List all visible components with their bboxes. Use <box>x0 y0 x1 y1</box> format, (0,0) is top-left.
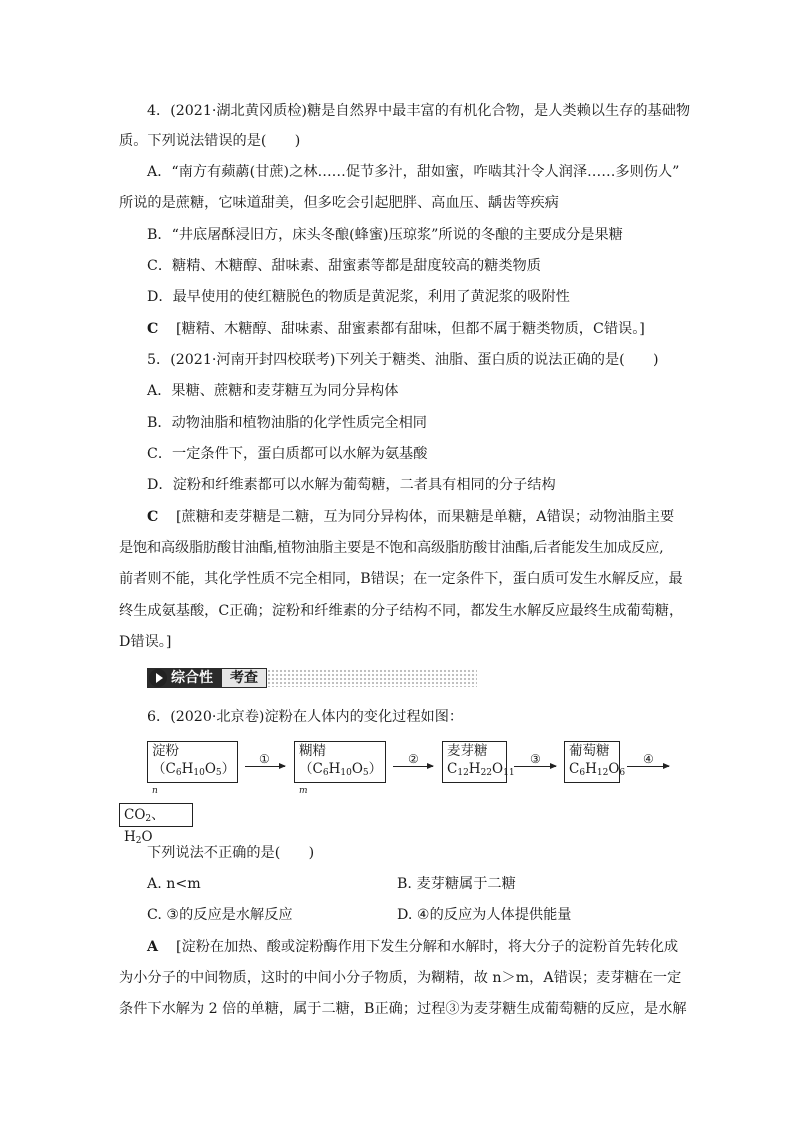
q5-option-b: B．动物油脂和植物油脂的化学性质完全相同 <box>147 415 427 431</box>
play-icon <box>149 669 167 687</box>
flow-arrow-1 <box>245 766 285 767</box>
q6-answer-letter: A <box>147 939 159 955</box>
q6-option-d: D. ④的反应为人体提供能量 <box>397 907 572 923</box>
banner-label-secondary: 考查 <box>221 668 267 688</box>
q4-option-c: C．糖精、木糖醇、甜味素、甜蜜素等都是甜度较高的糖类物质 <box>147 258 541 274</box>
q5-answer-line4: 终生成氨基酸，C正确；淀粉和纤维素的分子结构不同，都发生水解反应最终生成葡萄糖， <box>119 603 684 619</box>
flow-box-dextrin-name: 糊精 <box>299 743 326 759</box>
flow-box-starch <box>147 741 238 796</box>
flow-box-maltose-formula: $C_{12}H_{22}O_{11}$ <box>447 761 515 778</box>
q5-answer-letter: C <box>147 509 159 525</box>
flow-box-maltose-name: 麦芽糖 <box>447 743 488 759</box>
flow-arrow-3 <box>514 766 556 767</box>
flow-box-starch-name: 淀粉 <box>152 743 179 759</box>
q6-answer-line1: [淀粉在加热、酸或淀粉酶作用下发生分解和水解时，将大分子的淀粉首先转化成 <box>176 939 679 955</box>
flow-arrow-2-label: ② <box>408 752 419 766</box>
flow-arrow-2 <box>393 766 433 767</box>
flow-arrow-3-label: ③ <box>530 752 541 766</box>
q6-answer-line3: 条件下水解为 2 倍的单糖，属于二糖，B正确；过程③为麦芽糖生成葡萄糖的反应，是水解 <box>119 1001 687 1017</box>
q5-answer-line5: D错误。] <box>119 634 172 650</box>
q4-answer-letter: C <box>147 321 159 337</box>
flow-box-glucose-name: 葡萄糖 <box>569 743 610 759</box>
flow-box-dextrin-formula: $(C_6H_{10}O_5)_m$ <box>299 761 383 796</box>
flow-box-products <box>119 803 193 846</box>
q4-option-a-line1: A．“南方有𬞟𬟁(甘蔗)之林……促节多汁，甜如蜜，咋啮其汁令人润泽……多则伤人” <box>147 164 680 180</box>
flow-box-maltose <box>442 741 515 783</box>
q6-option-a: A. n<m <box>147 876 201 892</box>
q5-answer-line2: 是饱和高级脂肪酸甘油酯,植物油脂主要是不饱和高级脂肪酸甘油酯,后者能发生加成反应, <box>119 540 664 556</box>
q5-option-c: C．一定条件下，蛋白质都可以水解为氨基酸 <box>147 446 428 462</box>
q5-stem: 5．(2021·河南开封四校联考)下列关于糖类、油脂、蛋白质的说法正确的是( ) <box>147 352 659 368</box>
q6-option-b: B. 麦芽糖属于二糖 <box>397 876 516 892</box>
q6-answer-line2: 为小分子的中间物质，这时的中间小分子物质，为糊精，故 n＞m，A错误；麦芽糖在一定 <box>119 970 682 986</box>
flow-box-glucose-formula: $C_6H_{12}O_6$ <box>569 761 626 778</box>
flow-box-products-formula: $CO_2$、$H_2O$ <box>124 807 165 846</box>
flow-box-dextrin <box>294 741 386 796</box>
section-banner <box>147 668 477 690</box>
q4-answer-explanation: [糖精、木糖醇、甜味素、甜蜜素都有甜味，但都不属于糖类物质，C错误。] <box>176 321 645 337</box>
flow-box-starch-formula: $(C_6H_{10}O_5)_n$ <box>152 761 236 796</box>
banner-dot-pattern <box>267 669 477 687</box>
q5-answer-line3: 前者则不能，其化学性质不完全相同，B错误；在一定条件下，蛋白质可发生水解反应，最 <box>119 571 683 587</box>
q5-answer-line1: [蔗糖和麦芽糖是二糖，互为同分异构体，而果糖是单糖，A错误；动物油脂主要 <box>176 509 675 525</box>
banner-label-primary <box>147 668 221 688</box>
q4-option-a-line2: 所说的是蔗糖，它味道甜美，但多吃会引起肥胖、高血压、龋齿等疾病 <box>119 195 559 211</box>
flow-arrow-4 <box>627 766 669 767</box>
flow-box-glucose <box>564 741 626 783</box>
q6-stem: 6．(2020·北京卷)淀粉在人体内的变化过程如图： <box>147 709 464 725</box>
flow-arrow-1-label: ① <box>259 752 270 766</box>
q6-option-c: C. ③的反应是水解反应 <box>147 907 293 923</box>
q5-option-d: D．淀粉和纤维素都可以水解为葡萄糖，二者具有相同的分子结构 <box>147 477 556 493</box>
q4-option-d: D．最早使用的使红糖脱色的物质是黄泥浆，利用了黄泥浆的吸附性 <box>147 289 570 305</box>
q5-option-a: A．果糖、蔗糖和麦芽糖互为同分异构体 <box>147 383 399 399</box>
q4-stem-line2: 质。下列说法错误的是( ) <box>119 133 301 149</box>
banner-label-primary-text: 综合性 <box>171 670 213 686</box>
q4-stem-line1: 4．(2021·湖北黄冈质检)糖是自然界中最丰富的有机化合物，是人类赖以生存的基础物 <box>147 103 691 119</box>
flow-arrow-4-label: ④ <box>643 752 654 766</box>
q6-prompt: 下列说法不正确的是( ) <box>147 845 315 861</box>
q4-option-b: B．“井底屠酥浸旧方，床头冬酿(蜂蜜)压琼浆”所说的冬酿的主要成分是果糖 <box>147 227 623 243</box>
